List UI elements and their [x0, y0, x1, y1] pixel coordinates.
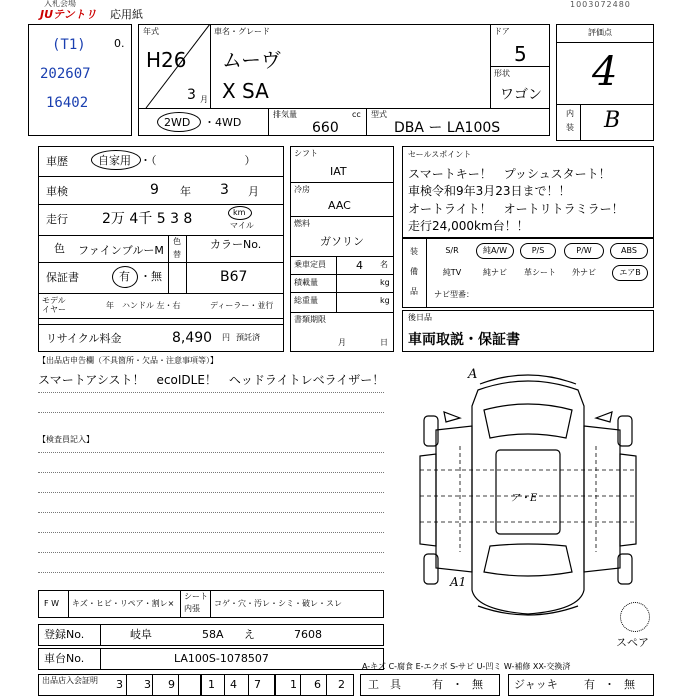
registration-class: 58A — [202, 628, 224, 641]
history-value: 自家用 — [98, 154, 131, 167]
fw-label: F W — [44, 599, 60, 608]
jack-none: 無 — [624, 678, 635, 691]
drive-4wd: ・4WD — [204, 116, 242, 129]
vehicle-name: ムーヴ — [222, 48, 281, 72]
warranty-suffix: ・無 — [140, 270, 162, 283]
color-kind-1: 色 — [173, 237, 181, 246]
damage-code-legend: A-キズ C-腐食 E-エクボ S-サビ U-凹ミ W-補修 XX-交換済 — [362, 662, 571, 671]
load-unit: kg — [380, 278, 390, 287]
damage-mark-rear: A1 — [450, 575, 467, 589]
interior-label-1: 内 — [566, 109, 574, 118]
seat-label-2: 内張 — [184, 604, 200, 613]
color-no: B67 — [220, 269, 248, 285]
sales-point-line: 車検令和9年3月23日まで！！ — [408, 184, 571, 198]
equipment-navi-label: ナビ型番： — [434, 290, 474, 299]
equipment-airbag: エアB — [612, 265, 648, 281]
equipment-sunroof: S/R — [445, 246, 459, 255]
brand-logo — [40, 9, 96, 20]
fuel-label: 燃料 — [294, 219, 310, 228]
sales-point-line: 走行24,000km台！！ — [408, 219, 529, 233]
recycle-unit: 円 — [222, 333, 230, 342]
capacity-unit: 名 — [380, 260, 388, 269]
exhibitor-digit: 1 — [208, 678, 215, 691]
shift-value: IAT — [330, 165, 347, 178]
equipment-label-2: 備 — [410, 267, 418, 276]
equipment-label-1: 装 — [410, 247, 418, 256]
exhibitor-digit: 2 — [338, 678, 345, 691]
color-no-label: カラーNo. — [210, 238, 262, 251]
drive-2wd: 2WD — [164, 116, 191, 129]
total-weight-unit: kg — [380, 296, 390, 305]
exhibitor-digit: 9 — [168, 678, 175, 691]
equipment-navi: 純ナビ — [483, 268, 507, 277]
seller-notes-label: 【出品店申告欄（不具箇所・欠品・注意事項等）】 — [38, 356, 218, 365]
door-count: 5 — [514, 42, 527, 66]
damage-mark-front: A — [468, 367, 478, 382]
model-year-label-1: モデル — [42, 296, 66, 305]
warranty-label: 保証書 — [46, 271, 79, 284]
interior-value: B — [604, 108, 621, 133]
color-label: 色 — [54, 242, 65, 255]
inspection-month-unit: 月 — [248, 185, 259, 198]
header-top-number: 1003072480 — [570, 0, 631, 9]
score-value: 4 — [592, 49, 618, 95]
seller-notes-text: スマートアシスト！ ecoIDLE！ ヘッドライトレベライザー！ — [38, 373, 385, 387]
exhibitor-digit: 3 — [116, 678, 123, 691]
exhibitor-digit: 6 — [314, 678, 321, 691]
fw-text: キズ・ヒビ・リペア・割レ× — [72, 599, 175, 608]
exhibitor-label-2: 入会証明 — [66, 676, 98, 685]
model-year-handle: ハンドル 左・右 — [122, 301, 181, 310]
color-kind-2: 替 — [173, 250, 181, 259]
exhibitor-digit: 3 — [144, 678, 151, 691]
sales-point-line: スマートキー！ プッシュスタート！ — [408, 167, 611, 181]
ac-label: 冷房 — [294, 185, 310, 194]
history-suffix: ・（ ） — [140, 154, 256, 167]
capacity-value: 4 — [356, 259, 363, 272]
equipment-label-3: 品 — [410, 287, 418, 296]
model-year-label-2: イヤー — [42, 305, 66, 314]
later-docs-value: 車両取説・保証書 — [408, 332, 520, 348]
equipment-tv: 純TV — [442, 268, 462, 277]
header-top-text: 入札会場 — [44, 0, 76, 8]
model-code: DBA ー LA100S — [394, 120, 501, 136]
year-label: 年式 — [143, 27, 159, 36]
registration-label: 登録No. — [44, 628, 85, 641]
lot-date-code: 202607 — [40, 66, 91, 82]
mileage-label: 走行 — [46, 213, 68, 226]
body-label: 形状 — [494, 69, 510, 78]
equipment-power-window: P/W — [564, 243, 604, 259]
inspection-year-unit: 年 — [180, 185, 191, 198]
lot-no-label: 0. — [114, 37, 125, 50]
year-value: H26 — [146, 48, 187, 72]
sales-points-label: セールスポイント — [408, 150, 472, 159]
spare-label: スペア — [616, 636, 649, 649]
exhibitor-label: 出品店 — [42, 676, 66, 685]
mileage-value: 2万 4千 5 3 8 — [102, 211, 193, 227]
equipment-leather-seat: 革シート — [524, 268, 556, 277]
jack-label: ジャッキ — [514, 678, 558, 691]
tools-none: 無 — [472, 678, 483, 691]
seat-label-1: シート — [184, 592, 208, 601]
load-label: 積載量 — [294, 278, 318, 287]
model-label: 型式 — [371, 110, 387, 119]
fuel-value: ガソリン — [320, 235, 364, 248]
month-unit: 月 — [200, 95, 208, 104]
disp-label: 排気量 — [273, 110, 297, 119]
inspection-month: 3 — [220, 182, 229, 198]
equipment-external-navi: 外ナビ — [572, 268, 596, 277]
ac-value: AAC — [328, 199, 351, 212]
mileage-unit-mile: マイル — [230, 221, 254, 230]
equipment-power-steering: P/S — [520, 243, 556, 259]
inspector-notes-label: 【検査員記入】 — [38, 435, 94, 444]
exhibitor-digit: 7 — [254, 678, 261, 691]
interior-label-2: 装 — [566, 123, 574, 132]
body-type: ワゴン — [500, 87, 542, 103]
recycle-label: リサイクル料金 — [46, 332, 122, 345]
equipment-alloy-wheel: 純A/W — [476, 243, 514, 259]
disp-unit: cc — [352, 110, 361, 119]
later-docs-label: 後日品 — [408, 313, 432, 322]
door-label: ドア — [494, 27, 510, 36]
registration-area: 岐阜 — [130, 628, 152, 641]
score-label: 評価点 — [588, 28, 612, 37]
sales-point-line: オートライト！ オートリトラミラー！ — [408, 202, 624, 216]
warranty-value: 有 — [119, 270, 130, 283]
tools-have: 有 — [432, 678, 443, 691]
registration-number: 7608 — [294, 628, 322, 641]
jack-have: 有 — [584, 678, 595, 691]
recycle-amount: 8,490 — [172, 330, 213, 346]
chassis-value: LA100S-1078507 — [174, 652, 269, 665]
form-type: 応用紙 — [110, 8, 143, 21]
displacement: 660 — [312, 120, 339, 136]
capacity-label: 乗車定員 — [294, 260, 326, 269]
lot-number: 16402 — [46, 95, 89, 111]
name-label: 車名・グレード — [214, 27, 270, 36]
color-value: ファインブルーM — [78, 244, 164, 257]
vehicle-grade: X SA — [222, 79, 269, 103]
lot-tag: (T1) — [52, 37, 86, 53]
brand-name: JUテントリ — [40, 8, 97, 21]
mileage-unit-km: km — [233, 208, 246, 217]
inspection-label: 車検 — [46, 185, 68, 198]
damage-mark-roof: ア・E — [510, 493, 538, 504]
model-year-unit: 年 — [106, 301, 114, 310]
model-year-dealer: ディーラー・並行 — [210, 301, 274, 310]
chassis-label: 車台No. — [44, 652, 85, 665]
total-weight-label: 総重量 — [294, 296, 318, 305]
seat-text: コゲ・穴・汚レ・シミ・破レ・スレ — [214, 599, 342, 608]
exhibitor-digit: 4 — [230, 678, 237, 691]
registration-kana: え — [244, 628, 255, 641]
docs-period-day: 日 — [380, 338, 388, 347]
tools-label: 工 具 — [368, 678, 401, 691]
equipment-abs: ABS — [610, 243, 648, 259]
recycle-note: 預託済 — [236, 333, 260, 342]
history-label: 車歴 — [46, 155, 68, 168]
exhibitor-digit: 1 — [290, 678, 297, 691]
jack-sep: ・ — [604, 678, 615, 691]
tools-sep: ・ — [452, 678, 463, 691]
docs-period-month: 月 — [338, 338, 346, 347]
month-value: 3 — [187, 87, 196, 103]
docs-period-label: 書類期限 — [294, 315, 326, 324]
inspection-year: 9 — [150, 182, 159, 198]
shift-label: シフト — [294, 149, 318, 158]
spare-tire-icon — [620, 602, 650, 632]
